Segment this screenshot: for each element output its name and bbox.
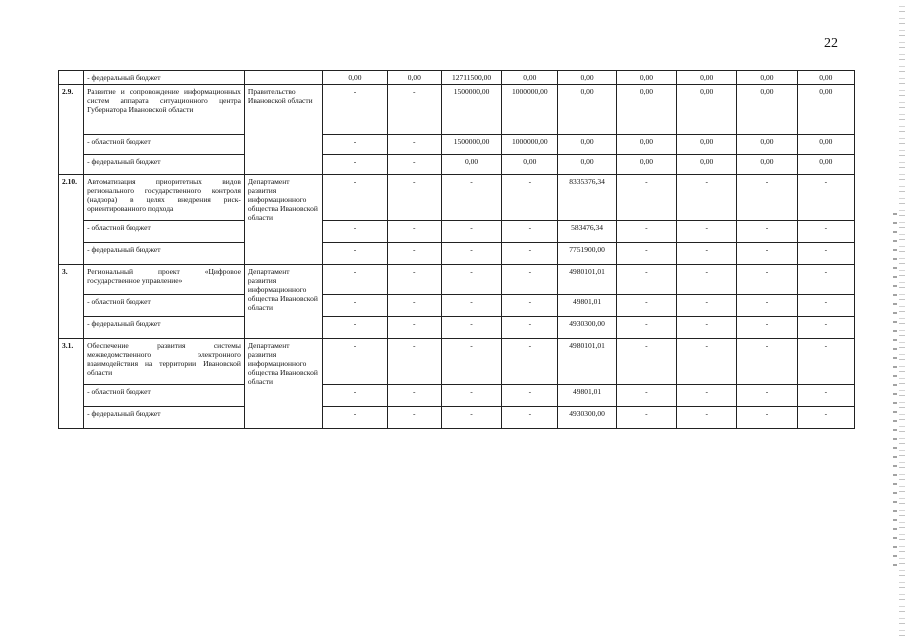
value-cell: -: [323, 339, 387, 385]
value-cell: 49801,01: [558, 385, 616, 407]
row-label: - федеральный бюджет: [84, 155, 245, 175]
value-cell: 0,00: [677, 85, 737, 135]
row-label: - областной бюджет: [84, 295, 245, 317]
executor-cell: [244, 71, 322, 85]
value-cell: 0,00: [797, 135, 854, 155]
value-cell: 0,00: [323, 71, 387, 85]
value-cell: -: [616, 339, 676, 385]
row-number: 3.1.: [59, 339, 84, 429]
row-label: - областной бюджет: [84, 135, 245, 155]
value-cell: -: [677, 243, 737, 265]
value-cell: 0,00: [737, 155, 797, 175]
value-cell: -: [737, 385, 797, 407]
page-number: 22: [824, 36, 838, 51]
executor-cell: Департамент развития информационного общества Ивановской области: [244, 265, 322, 339]
value-cell: -: [323, 221, 387, 243]
value-cell: -: [387, 85, 441, 135]
value-cell: 0,00: [677, 71, 737, 85]
value-cell: -: [616, 175, 676, 221]
value-cell: 0,00: [797, 155, 854, 175]
value-cell: -: [797, 243, 854, 265]
value-cell: -: [502, 407, 558, 429]
value-cell: -: [677, 265, 737, 295]
value-cell: -: [616, 265, 676, 295]
value-cell: 0,00: [616, 71, 676, 85]
value-cell: 0,00: [558, 155, 616, 175]
value-cell: -: [323, 85, 387, 135]
value-cell: -: [677, 339, 737, 385]
value-cell: -: [387, 265, 441, 295]
value-cell: -: [737, 317, 797, 339]
value-cell: 0,00: [558, 85, 616, 135]
value-cell: -: [323, 385, 387, 407]
row-label: - федеральный бюджет: [84, 407, 245, 429]
row-label: - федеральный бюджет: [84, 243, 245, 265]
table-row: [59, 339, 855, 385]
row-label: - федеральный бюджет: [84, 71, 245, 85]
value-cell: 583476,34: [558, 221, 616, 243]
value-cell: -: [616, 317, 676, 339]
value-cell: 0,00: [616, 85, 676, 135]
value-cell: 0,00: [677, 135, 737, 155]
value-cell: -: [797, 339, 854, 385]
row-number: 2.9.: [59, 85, 84, 175]
row-label: - областной бюджет: [84, 385, 245, 407]
value-cell: 8335376,34: [558, 175, 616, 221]
executor-cell: Департамент развития информационного общества Ивановской области: [244, 339, 322, 429]
value-cell: 0,00: [737, 71, 797, 85]
value-cell: -: [387, 317, 441, 339]
value-cell: 4980101,01: [558, 265, 616, 295]
row-description: Региональный проект «Цифровое государственное управление»: [84, 265, 245, 295]
value-cell: -: [387, 135, 441, 155]
value-cell: -: [502, 265, 558, 295]
value-cell: 0,00: [737, 135, 797, 155]
value-cell: 7751900,00: [558, 243, 616, 265]
value-cell: -: [323, 155, 387, 175]
value-cell: 0,00: [616, 155, 676, 175]
value-cell: 4980101,01: [558, 339, 616, 385]
table-row: [59, 295, 855, 317]
value-cell: -: [677, 175, 737, 221]
value-cell: -: [502, 221, 558, 243]
value-cell: 0,00: [558, 71, 616, 85]
value-cell: 0,00: [387, 71, 441, 85]
table-row: [59, 85, 855, 135]
value-cell: -: [502, 339, 558, 385]
scan-edge-artifact: [893, 210, 897, 570]
value-cell: -: [387, 155, 441, 175]
value-cell: -: [387, 243, 441, 265]
table-row: [59, 155, 855, 175]
value-cell: -: [441, 175, 501, 221]
value-cell: 0,00: [737, 85, 797, 135]
value-cell: -: [737, 265, 797, 295]
value-cell: 1000000,00: [502, 135, 558, 155]
value-cell: -: [502, 385, 558, 407]
value-cell: -: [441, 339, 501, 385]
budget-table: [58, 70, 855, 429]
executor-cell: Правительство Ивановской области: [244, 85, 322, 175]
value-cell: -: [441, 221, 501, 243]
value-cell: -: [441, 407, 501, 429]
value-cell: -: [441, 317, 501, 339]
value-cell: 0,00: [558, 135, 616, 155]
table-row: [59, 407, 855, 429]
value-cell: 0,00: [616, 135, 676, 155]
table-row: [59, 175, 855, 221]
value-cell: -: [677, 221, 737, 243]
table-row: [59, 71, 855, 85]
value-cell: 1500000,00: [441, 85, 501, 135]
value-cell: -: [323, 175, 387, 221]
row-number: [59, 71, 84, 85]
table-row: [59, 135, 855, 155]
value-cell: -: [502, 243, 558, 265]
value-cell: -: [616, 295, 676, 317]
value-cell: -: [616, 243, 676, 265]
value-cell: 0,00: [797, 85, 854, 135]
value-cell: -: [387, 339, 441, 385]
table-row: [59, 243, 855, 265]
value-cell: -: [387, 175, 441, 221]
value-cell: -: [737, 221, 797, 243]
value-cell: -: [502, 317, 558, 339]
value-cell: -: [616, 221, 676, 243]
row-label: - областной бюджет: [84, 221, 245, 243]
row-description: Развитие и сопровождение информационных систем аппарата ситуационного центра Губернатора Ивановской области: [84, 85, 245, 135]
table-row: [59, 317, 855, 339]
value-cell: -: [677, 407, 737, 429]
value-cell: 1000000,00: [502, 85, 558, 135]
value-cell: 0,00: [677, 155, 737, 175]
value-cell: -: [737, 339, 797, 385]
value-cell: -: [323, 295, 387, 317]
value-cell: -: [323, 265, 387, 295]
row-description: Автоматизация приоритетных видов регионального государственного контроля (надзора) в целях внедрения риск-ориентированного подхода: [84, 175, 245, 221]
table-row: [59, 265, 855, 295]
value-cell: -: [797, 221, 854, 243]
value-cell: -: [677, 295, 737, 317]
row-number: 2.10.: [59, 175, 84, 265]
value-cell: 4930300,00: [558, 407, 616, 429]
value-cell: -: [797, 295, 854, 317]
value-cell: 12711500,00: [441, 71, 501, 85]
value-cell: 0,00: [797, 71, 854, 85]
value-cell: -: [737, 243, 797, 265]
value-cell: -: [797, 407, 854, 429]
value-cell: -: [387, 221, 441, 243]
row-number: 3.: [59, 265, 84, 339]
row-label: - федеральный бюджет: [84, 317, 245, 339]
executor-cell: Департамент развития информационного общества Ивановской области: [244, 175, 322, 265]
value-cell: -: [502, 175, 558, 221]
value-cell: -: [737, 407, 797, 429]
value-cell: -: [387, 295, 441, 317]
value-cell: -: [323, 407, 387, 429]
value-cell: 1500000,00: [441, 135, 501, 155]
value-cell: 4930300,00: [558, 317, 616, 339]
value-cell: -: [737, 295, 797, 317]
value-cell: -: [797, 175, 854, 221]
value-cell: -: [387, 385, 441, 407]
value-cell: -: [323, 243, 387, 265]
value-cell: 49801,01: [558, 295, 616, 317]
value-cell: -: [797, 265, 854, 295]
table-row: [59, 385, 855, 407]
value-cell: -: [797, 385, 854, 407]
value-cell: -: [616, 407, 676, 429]
value-cell: 0,00: [502, 155, 558, 175]
table-row: [59, 221, 855, 243]
value-cell: -: [797, 317, 854, 339]
value-cell: -: [616, 385, 676, 407]
value-cell: -: [441, 295, 501, 317]
value-cell: -: [737, 175, 797, 221]
value-cell: -: [387, 407, 441, 429]
value-cell: -: [502, 295, 558, 317]
value-cell: 0,00: [441, 155, 501, 175]
value-cell: -: [441, 265, 501, 295]
value-cell: -: [323, 317, 387, 339]
value-cell: -: [677, 317, 737, 339]
scan-edge-artifact: [899, 0, 905, 640]
value-cell: 0,00: [502, 71, 558, 85]
row-description: Обеспечение развития системы межведомственного электронного взаимодействия на территории Ивановской области: [84, 339, 245, 385]
value-cell: -: [323, 135, 387, 155]
value-cell: -: [677, 385, 737, 407]
value-cell: -: [441, 243, 501, 265]
value-cell: -: [441, 385, 501, 407]
